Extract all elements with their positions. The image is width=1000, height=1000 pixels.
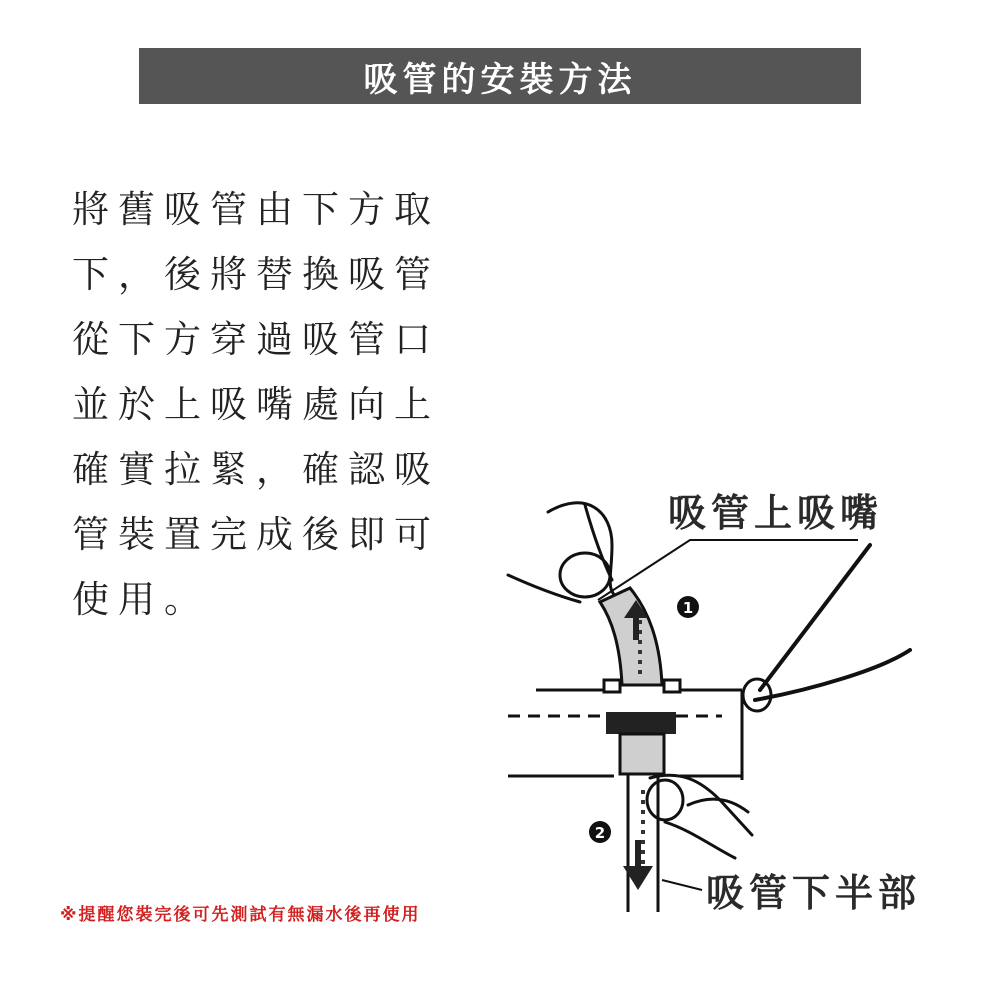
lower-finger-illustration <box>647 775 752 858</box>
reminder-note: ※提醒您裝完後可先測試有無漏水後再使用 <box>60 905 421 925</box>
step-1-number: 1 <box>682 599 694 617</box>
bottle-handle-illustration <box>743 545 910 711</box>
instruction-line: 使用。 <box>72 578 210 621</box>
lower-straw-label: 吸管下半部 <box>706 871 922 915</box>
straw-installation-diagram <box>490 470 960 930</box>
page-title: 吸管的安裝方法 <box>363 59 637 100</box>
straw-gasket <box>606 712 676 734</box>
instruction-line: 將舊吸管由下方取 <box>72 188 440 231</box>
step-2-number: 2 <box>594 824 606 842</box>
lower-straw-illustration <box>620 734 664 912</box>
instruction-line: 管裝置完成後即可 <box>72 513 440 556</box>
instruction-line: 並於上吸嘴處向上 <box>72 383 440 426</box>
instructions-text <box>72 177 452 632</box>
instruction-line: 下，後將替換吸管 <box>72 253 440 296</box>
mouthpiece-illustration <box>600 588 662 685</box>
upper-finger-illustration <box>508 503 618 602</box>
mouthpiece-label: 吸管上吸嘴 <box>668 491 884 535</box>
instruction-line: 確實拉緊，確認吸 <box>72 448 440 491</box>
title-banner <box>139 48 861 104</box>
instruction-line: 從下方穿過吸管口 <box>72 318 440 361</box>
